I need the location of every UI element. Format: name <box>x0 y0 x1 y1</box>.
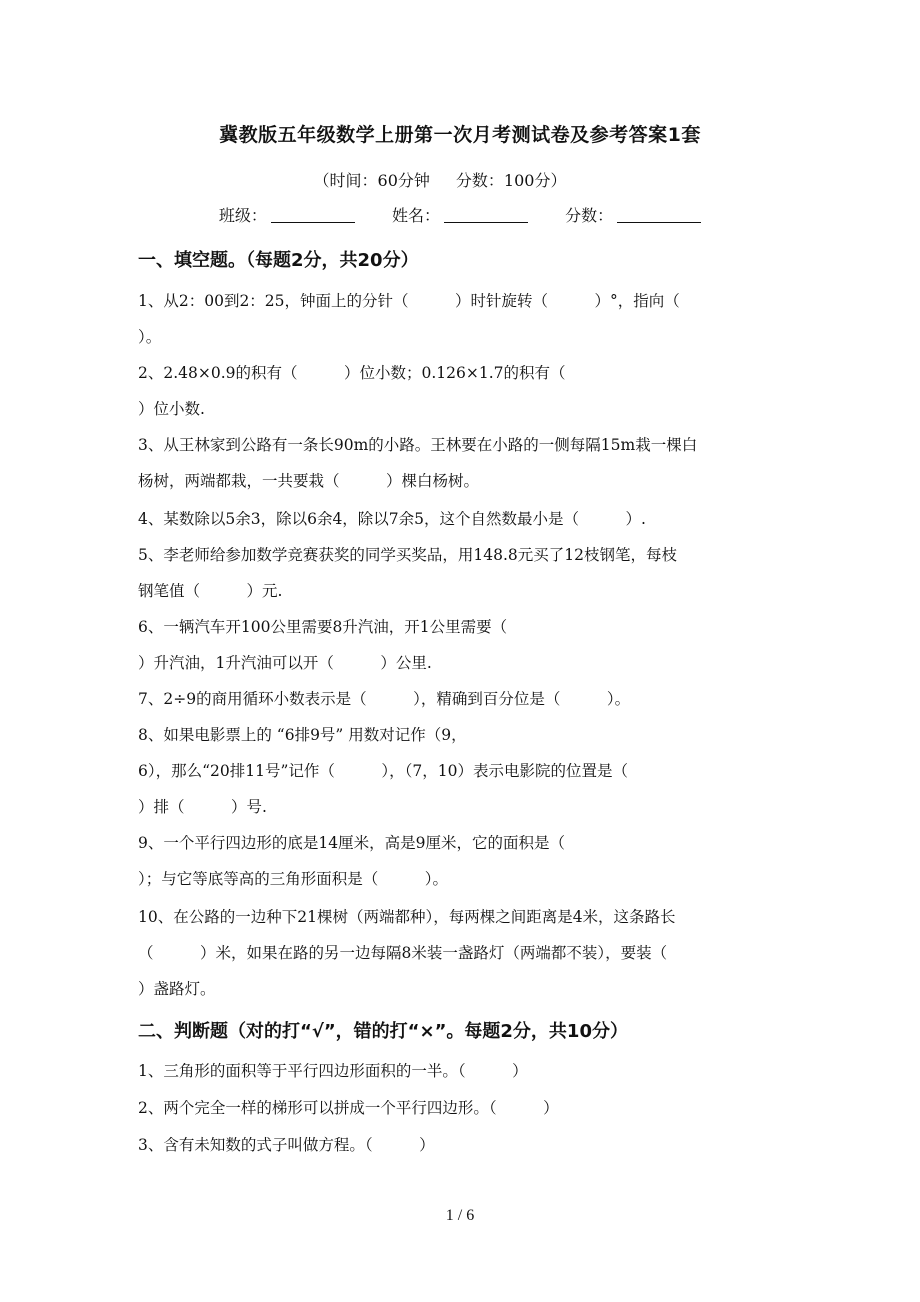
page-number: 1 / 6 <box>445 1207 475 1224</box>
question-line: ）升汽油，1升汽油可以开（ ）公里. <box>138 654 432 672</box>
class-field <box>219 203 355 226</box>
question-line: 5、李老师给参加数学竞赛获奖的同学买奖品，用148.8元买了12枝钢笔，每枝 <box>138 546 677 564</box>
question-line: 6、一辆汽车开100公里需要8升汽油，开1公里需要（ <box>138 618 508 636</box>
question-line: 9、一个平行四边形的底是14厘米，高是9厘米，它的面积是（ <box>138 834 565 852</box>
question-line: 6），那么“20排11号”记作（ ），（7，10）表示电影院的位置是（ <box>138 762 628 780</box>
score-blank <box>617 208 701 223</box>
question-line: 杨树，两端都栽，一共要栽（ ）棵白杨树。 <box>138 472 480 490</box>
question-line: ）排（ ）号. <box>138 798 267 816</box>
question-line: 7、2÷9的商用循环小数表示是（ ），精确到百分位是（ ）。 <box>138 690 631 708</box>
name-blank <box>444 208 528 223</box>
page-title: 冀教版五年级数学上册第一次月考测试卷及参考答案1套 <box>219 124 701 146</box>
score-field <box>565 203 701 226</box>
name-label: 姓名： <box>391 206 440 225</box>
name-field <box>392 203 528 226</box>
class-blank <box>271 208 355 223</box>
question-line: 1、从2：00到2：25，钟面上的分针（ ）时针旋转（ ）°，指向（ <box>138 292 680 310</box>
student-info <box>0 203 920 226</box>
question-line: 3、含有未知数的式子叫做方程。（ ） <box>138 1136 435 1154</box>
section-1-heading: 一、填空题。（每题2分，共20分） <box>138 250 419 271</box>
question-line: 3、从王林家到公路有一条长90m的小路。王林要在小路的一侧每隔15m栽一棵白 <box>138 436 698 454</box>
question-line: 10、在公路的一边种下21棵树（两端都种），每两棵之间距离是4米，这条路长 <box>138 908 676 926</box>
question-line: ）盏路灯。 <box>138 980 216 998</box>
section-2-heading: 二、判断题（对的打“√”，错的打“×”。每题2分，共10分） <box>138 1021 628 1042</box>
class-label: 班级： <box>218 206 267 225</box>
score-label: 分数： <box>565 206 614 225</box>
question-line: 2、2.48×0.9的积有（ ）位小数；0.126×1.7的积有（ <box>138 364 566 382</box>
question-line: 1、三角形的面积等于平行四边形面积的一半。（ ） <box>138 1062 528 1080</box>
question-line: ）。 <box>138 328 162 346</box>
exam-meta <box>0 168 880 191</box>
question-line: 2、两个完全一样的梯形可以拼成一个平行四边形。（ ） <box>138 1099 559 1117</box>
question-line: 4、某数除以5余3，除以6余4，除以7余5，这个自然数最小是（ ）. <box>138 510 646 528</box>
exam-total-score: 分数：100分） <box>455 171 567 190</box>
exam-time: （时间：60分钟 <box>313 171 430 190</box>
question-line: ）；与它等底等高的三角形面积是（ ）。 <box>138 870 449 888</box>
question-line: 钢笔值（ ）元. <box>138 582 283 600</box>
question-line: ）位小数. <box>138 400 205 418</box>
question-line: 8、如果电影票上的 “6排9号” 用数对记作（9， <box>138 726 467 744</box>
question-line: （ ）米，如果在路的另一边每隔8米装一盏路灯（两端都不装），要装（ <box>138 944 668 962</box>
